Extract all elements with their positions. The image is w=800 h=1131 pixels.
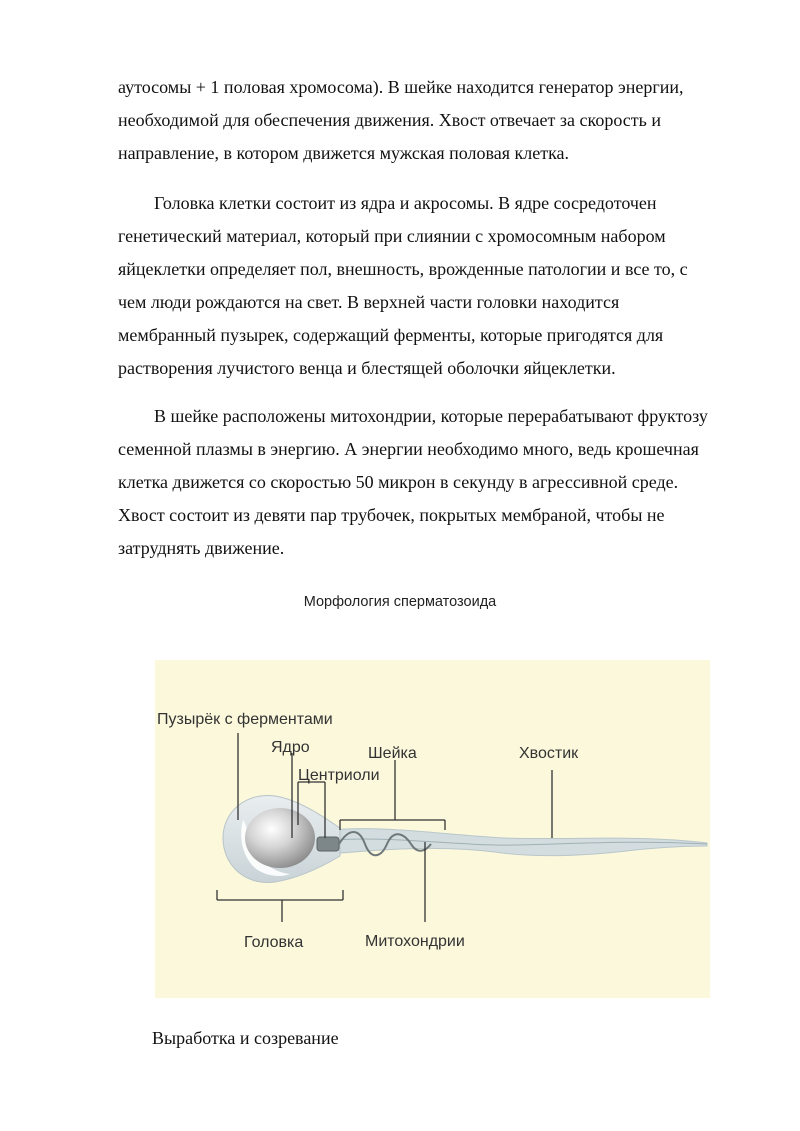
mitochondria-label: Митохондрии <box>365 933 465 950</box>
nucleus-label: Ядро <box>271 739 310 756</box>
text-line: В шейке расположены митохондрии, которые перерабатывают фруктозу <box>154 406 708 426</box>
nucleus-shape <box>245 808 315 868</box>
text-line: направление, в котором движется мужская половая клетка. <box>118 143 570 163</box>
text-line: чем люди рождаются на свет. В верхней части головки находится <box>118 292 620 312</box>
text-line: Головка клетки состоит из ядра и акросомы. В ядре сосредоточен <box>154 193 657 213</box>
text-line: яйцеклетки определяет пол, внешность, врожденные патологии и все то, с <box>118 259 688 279</box>
text-line: аутосомы + 1 половая хромосома). В шейке находится генератор энергии, <box>118 77 684 97</box>
text-line: растворения лучистого венца и блестящей оболочки яйцеклетки. <box>118 358 616 378</box>
diagram-svg <box>155 660 710 998</box>
text-line: семенной плазмы в энергию. А энергии необходимо много, ведь крошечная <box>118 439 699 459</box>
text-line: необходимой для обеспечения движения. Хвост отвечает за скорость и <box>118 110 661 130</box>
text-line: Хвост состоит из девяти пар трубочек, покрытых мембраной, чтобы не <box>118 505 665 525</box>
paragraph-3 <box>118 400 718 565</box>
centriole-shape <box>317 837 339 851</box>
section-subheading: Выработка и созревание <box>152 1028 339 1048</box>
neck-label: Шейка <box>368 745 417 762</box>
text-line: затруднять движение. <box>118 538 285 558</box>
paragraph-1 <box>118 71 718 170</box>
paragraph-2 <box>118 187 718 385</box>
vesicle-label: Пузырёк с ферментами <box>157 711 333 728</box>
text-line: клетка движется со скоростью 50 микрон в секунду в агрессивной среде. <box>118 472 679 492</box>
text-line: генетический материал, который при слиянии с хромосомным набором <box>118 226 666 246</box>
figure-title: Морфология сперматозоида <box>303 594 497 610</box>
tail-label: Хвостик <box>519 745 579 762</box>
centrioles-label: Центриоли <box>298 767 380 784</box>
sperm-morphology-figure <box>155 660 710 998</box>
head-label: Головка <box>244 934 304 951</box>
text-line: мембранный пузырек, содержащий ферменты, которые пригодятся для <box>118 325 664 345</box>
